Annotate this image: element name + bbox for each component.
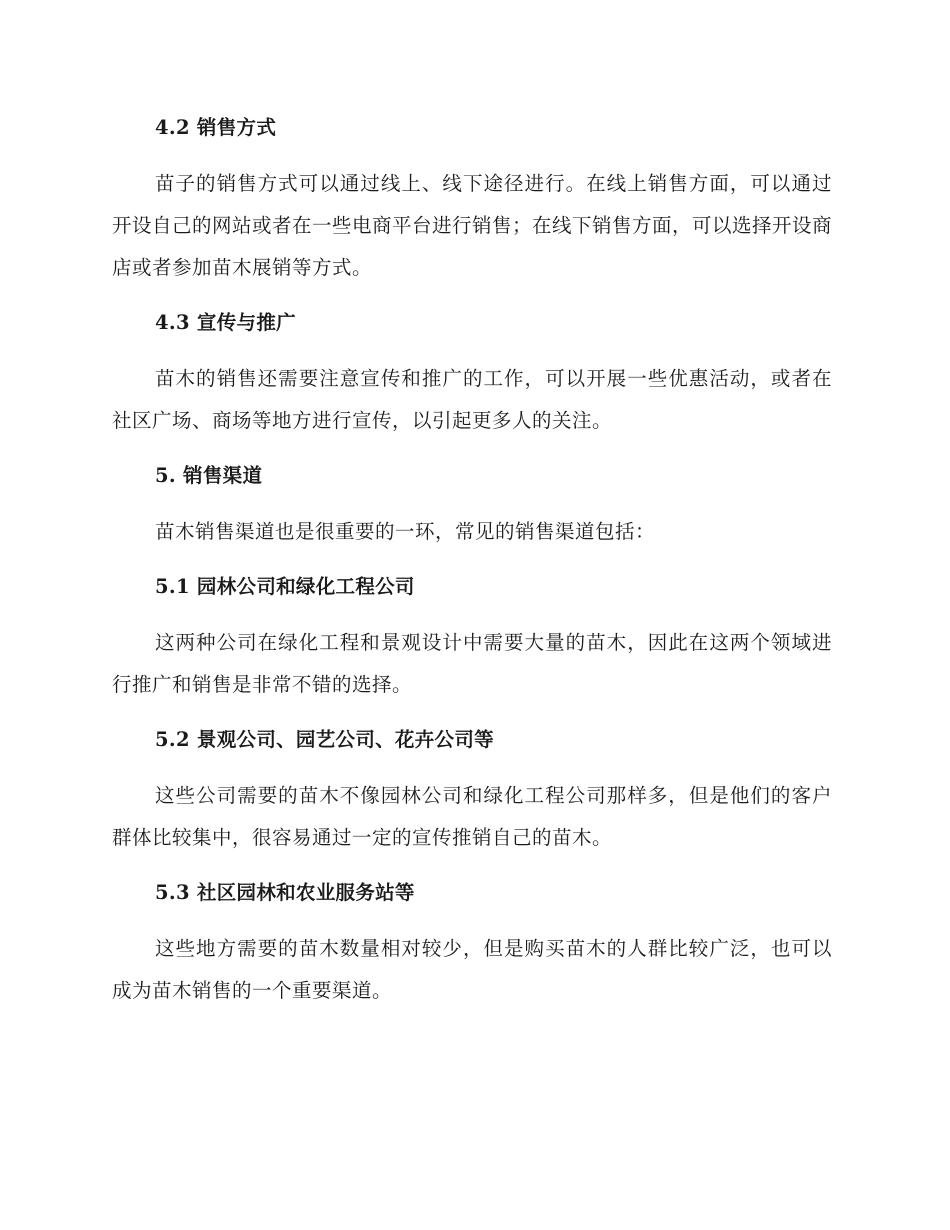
section-paragraph-5-1: 这两种公司在绿化工程和景观设计中需要大量的苗木，因此在这两个领域进行推广和销售是非常不错的选择。 [112,631,832,696]
section-heading-4-2: 4.2 销售方式 [155,116,277,139]
section-paragraph-5-2: 这些公司需要的苗木不像园林公司和绿化工程公司那样多，但是他们的客户群体比较集中，很容易通过一定的宣传推销自己的苗木。 [112,784,832,849]
section-paragraph-4-3: 苗木的销售还需要注意宣传和推广的工作，可以开展一些优惠活动，或者在社区广场、商场等地方进行宣传，以引起更多人的关注。 [112,367,832,432]
section-paragraph-5-3: 这些地方需要的苗木数量相对较少，但是购买苗木的人群比较广泛，也可以成为苗木销售的一个重要渠道。 [112,937,832,1002]
section-paragraph-4-2: 苗子的销售方式可以通过线上、线下途径进行。在线上销售方面，可以通过开设自己的网站或者在一些电商平台进行销售；在线下销售方面，可以选择开设商店或者参加苗木展销等方式。 [112,172,833,279]
section-heading-5: 5. 销售渠道 [155,464,263,487]
section-paragraph-5: 苗木销售渠道也是很重要的一环，常见的销售渠道包括： [155,520,656,543]
document-page [112,108,832,1026]
section-heading-5-1: 5.1 园林公司和绿化工程公司 [155,575,415,598]
section-heading-5-2: 5.2 景观公司、园艺公司、花卉公司等 [155,728,494,751]
section-heading-4-3: 4.3 宣传与推广 [155,311,296,334]
section-heading-5-3: 5.3 社区园林和农业服务站等 [155,881,415,904]
